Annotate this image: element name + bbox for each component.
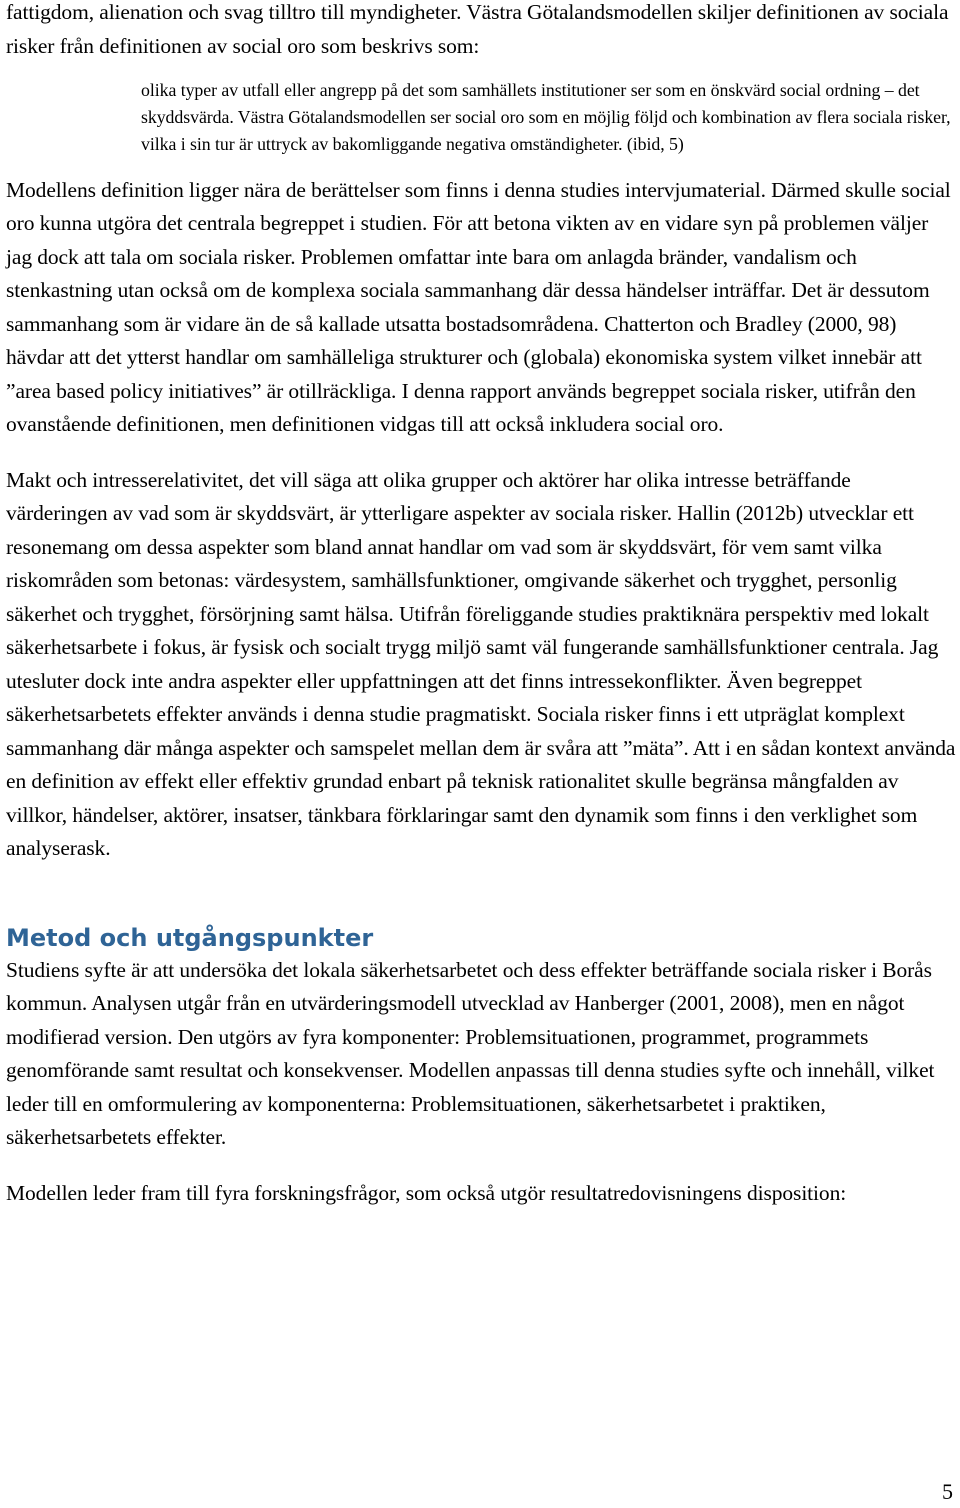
block-quote: olika typer av utfall eller angrepp på det som samhällets institutioner ser som en önskvärd social ordning – det skyddsvärda. Västra Götalandsmodellen ser social oro som en möjlig följd och kombination av flera sociala risker, vilka i sin tur är uttryck av bakomliggande negativa omständigheter. (ibid, 5) [141,80,951,155]
section-paragraph-2: Modellen leder fram till fyra forskningsfrågor, som också utgör resultatredovisningens disposition: [6,1180,847,1205]
page-number: 5 [942,1479,953,1504]
section-heading: Metod och utgångspunkter [6,923,374,952]
body-paragraph-1: Modellens definition ligger nära de berättelser som finns i denna studies intervjumaterial. Därmed skulle social oro kunna utgöra det centrala begreppet i studien. För att betona vikten av en vidare syn på problemen väljer jag dock att tala om sociala risker. Problemen omfattar inte bara om anlagda bränder, vandalism och stenkastning utan också om de komplexa sociala sammanhang där dessa händelser inträffar. Det är dessutom sammanhang som är vidare än de så kallade utsatta bostadsområdena. Chatterton och Bradley (2000, 98) hävdar att det ytterst handlar om samhälleliga strukturer och (globala) ekonomiska system vilket innebär att ”area based policy initiatives” är otillräckliga. I denna rapport används begreppet sociala risker, utifrån den ovanstående definitionen, men definitionen vidgas till att också inkludera social oro. [6,177,951,437]
document-page [6,0,956,1210]
body-paragraph-2: Makt och intresserelativitet, det vill säga att olika grupper och aktörer har olika intresse beträffande värderingen av vad som är skyddsvärt, är ytterligare aspekter av sociala risker. Hallin (2012b) utvecklar ett resonemang om dessa aspekter som bland annat handlar om vad som är skyddsvärt, för vem samt vilka riskområden som betonas: värdesystem, samhällsfunktioner, omgivande säkerhet och trygghet, personlig säkerhet och trygghet, försörjning samt hälsa. Utifrån föreliggande studies praktiknära perspektiv med lokalt säkerhetsarbete i fokus, är fysisk och socialt trygg miljö samt väl fungerande samhällsfunktioner centrala. Jag utesluter dock inte andra aspekter eller uppfattningen att det finns intressekonflikter. Även begreppet säkerhetsarbetets effekter används i denna studie pragmatiskt. Sociala risker finns i ett utpräglat komplext sammanhang där många aspekter och samspelet mellan dem är svåra att ”mäta”. Att i en sådan kontext använda en definition av effekt eller effektiv grundad enbart på teknisk rationalitet skulle begränsa mångfalden av villkor, händelser, aktörer, insatser, tänkbara förklaringar samt den dynamik som finns i den verklighet som analyserask. [6,467,956,861]
intro-paragraph: fattigdom, alienation och svag tilltro till myndigheter. Västra Götalandsmodellen skiljer definitionen av sociala risker från definitionen av social oro som beskrivs som: [6,0,949,58]
section-paragraph-1: Studiens syfte är att undersöka det lokala säkerhetsarbetet och dess effekter beträffande sociala risker i Borås kommun. Analysen utgår från en utvärderingsmodell utvecklad av Hanberger (2001, 2008), men en något modifierad version. Den utgörs av fyra komponenter: Problemsituationen, programmet, programmets genomförande samt resultat och konsekvenser. Modellen anpassas till denna studies syfte och innehåll, vilket leder till en omformulering av komponenterna: Problemsituationen, säkerhetsarbetet i praktiken, säkerhetsarbetets effekter. [6,957,935,1150]
